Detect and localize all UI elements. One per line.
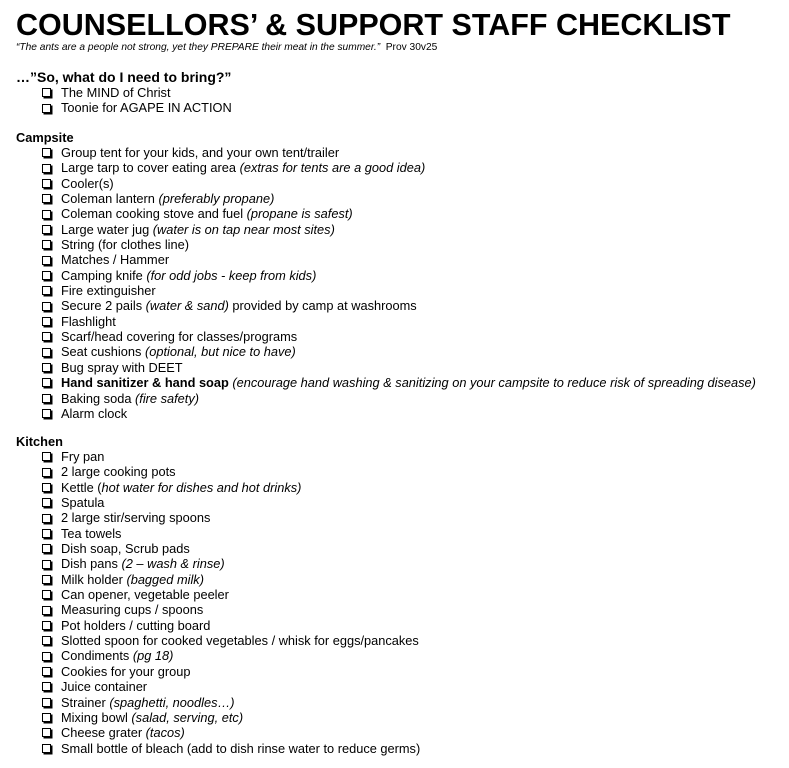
item-text: Cookies for your group bbox=[61, 663, 191, 679]
checkbox-icon[interactable] bbox=[42, 560, 51, 569]
intro-section bbox=[16, 69, 232, 116]
item-text: Toonie for AGAPE IN ACTION bbox=[61, 100, 232, 116]
item-text: String (for clothes line) bbox=[61, 237, 190, 253]
checklist-item bbox=[41, 298, 756, 313]
item-text: Cooler(s) bbox=[61, 175, 114, 191]
item-text: Dish pans bbox=[61, 556, 122, 572]
item-note: (spaghetti, noodles…) bbox=[109, 694, 235, 710]
checkbox-icon[interactable] bbox=[42, 256, 51, 265]
item-label bbox=[61, 510, 210, 525]
item-label bbox=[61, 298, 417, 313]
checklist-item bbox=[41, 391, 756, 406]
item-note: (bagged milk) bbox=[126, 571, 204, 587]
item-label bbox=[61, 344, 296, 359]
item-text: 2 large cooking pots bbox=[61, 464, 176, 480]
campsite-section bbox=[16, 130, 756, 421]
checkbox-icon[interactable] bbox=[42, 498, 51, 507]
item-text: Pot holders / cutting board bbox=[61, 617, 211, 633]
checkbox-icon[interactable] bbox=[42, 210, 51, 219]
item-label bbox=[61, 85, 171, 100]
quote-text: “The ants are a people not strong, yet they PREPARE their meat in the summer.” bbox=[16, 42, 381, 53]
checkbox-icon[interactable] bbox=[42, 286, 51, 295]
checkbox-icon[interactable] bbox=[42, 88, 51, 97]
checklist-item bbox=[41, 695, 420, 710]
item-label bbox=[61, 464, 176, 479]
item-label bbox=[61, 206, 353, 221]
checkbox-icon[interactable] bbox=[42, 104, 51, 113]
item-text: Scarf/head covering for classes/programs bbox=[61, 329, 298, 345]
item-note: (optional, but nice to have) bbox=[144, 344, 296, 360]
item-label bbox=[61, 679, 147, 694]
checkbox-icon[interactable] bbox=[42, 332, 51, 341]
checkbox-icon[interactable] bbox=[42, 302, 51, 311]
checkbox-icon[interactable] bbox=[42, 409, 51, 418]
checkbox-icon[interactable] bbox=[42, 713, 51, 722]
item-note: (salad, serving, etc) bbox=[131, 709, 244, 725]
item-note: (for odd jobs - keep from kids) bbox=[146, 267, 317, 283]
item-label bbox=[61, 375, 756, 390]
item-note: (extras for tents are a good idea) bbox=[239, 160, 426, 176]
item-label bbox=[61, 314, 116, 329]
checklist-item bbox=[41, 406, 756, 421]
checklist-item bbox=[41, 710, 420, 725]
item-text: Large tarp to cover eating area bbox=[61, 160, 240, 176]
item-note: (water is on tap near most sites) bbox=[152, 221, 335, 237]
checkbox-icon[interactable] bbox=[42, 667, 51, 676]
checklist-item bbox=[41, 664, 420, 679]
checkbox-icon[interactable] bbox=[42, 590, 51, 599]
item-text: Spatula bbox=[61, 495, 105, 511]
checkbox-icon[interactable] bbox=[42, 698, 51, 707]
item-note: (encourage hand washing & sanitizing on your campsite to reduce risk of spreading disease) bbox=[232, 375, 756, 391]
checklist-item bbox=[41, 160, 756, 175]
item-label bbox=[61, 633, 419, 648]
checklist-item bbox=[41, 587, 420, 602]
quote-reference: Prov 30v25 bbox=[385, 42, 438, 53]
checklist-item bbox=[41, 633, 420, 648]
page-title: COUNSELLORS’ & SUPPORT STAFF CHECKLIST bbox=[16, 8, 731, 42]
item-text: Mixing bowl bbox=[61, 709, 132, 725]
item-after: provided by camp at washrooms bbox=[228, 298, 417, 314]
checklist-item bbox=[41, 344, 756, 359]
checklist-item bbox=[41, 252, 756, 267]
checklist-item bbox=[41, 145, 756, 160]
item-note: (water & sand) bbox=[145, 298, 229, 314]
item-label bbox=[61, 268, 316, 283]
item-text: Milk holder bbox=[61, 571, 127, 587]
checkbox-icon[interactable] bbox=[42, 225, 51, 234]
item-label bbox=[61, 283, 156, 298]
checkbox-icon[interactable] bbox=[42, 240, 51, 249]
item-label bbox=[61, 602, 203, 617]
checkbox-icon[interactable] bbox=[42, 636, 51, 645]
item-text: Camping knife bbox=[61, 267, 147, 283]
checklist-item bbox=[41, 375, 756, 390]
checklist-item bbox=[41, 526, 420, 541]
checklist-item bbox=[41, 85, 232, 100]
item-note: (preferably propane) bbox=[158, 191, 275, 207]
item-label bbox=[61, 710, 243, 725]
checklist-item bbox=[41, 464, 420, 479]
checklist-item bbox=[41, 480, 420, 495]
item-label bbox=[61, 406, 127, 421]
item-text: Cheese grater bbox=[61, 725, 146, 741]
intro-heading: …”So, what do I need to bring?” bbox=[16, 69, 232, 85]
item-label bbox=[61, 252, 169, 267]
item-note: (tacos) bbox=[145, 725, 185, 741]
checklist-item bbox=[41, 602, 420, 617]
checkbox-icon[interactable] bbox=[42, 317, 51, 326]
checkbox-icon[interactable] bbox=[42, 606, 51, 615]
checkbox-icon[interactable] bbox=[42, 728, 51, 737]
item-text: Bug spray with DEET bbox=[61, 359, 183, 375]
campsite-heading: Campsite bbox=[16, 130, 74, 145]
checklist-item bbox=[41, 741, 420, 756]
checklist-item bbox=[41, 176, 756, 191]
item-label bbox=[61, 648, 173, 663]
checkbox-icon[interactable] bbox=[42, 363, 51, 372]
item-label bbox=[61, 695, 235, 710]
item-label bbox=[61, 572, 204, 587]
item-label bbox=[61, 237, 189, 252]
checklist-item bbox=[41, 572, 420, 587]
checklist-item bbox=[41, 618, 420, 633]
campsite-list bbox=[16, 145, 756, 421]
scripture-quote bbox=[16, 41, 437, 54]
item-label bbox=[61, 100, 232, 115]
checkbox-icon[interactable] bbox=[42, 452, 51, 461]
checklist-item bbox=[41, 100, 232, 115]
item-note: (2 – wash & rinse) bbox=[121, 556, 225, 572]
item-text: Coleman cooking stove and fuel bbox=[61, 206, 247, 222]
item-bold: Hand sanitizer & hand soap bbox=[61, 375, 229, 391]
item-label bbox=[61, 391, 199, 406]
item-text: Can opener, vegetable peeler bbox=[61, 587, 229, 603]
item-text: 2 large stir/serving spoons bbox=[61, 510, 211, 526]
item-label bbox=[61, 541, 190, 556]
checklist-item bbox=[41, 222, 756, 237]
item-text: Strainer bbox=[61, 694, 110, 710]
checklist-item bbox=[41, 449, 420, 464]
item-text: The MIND of Christ bbox=[61, 85, 171, 100]
checklist-item bbox=[41, 329, 756, 344]
checkbox-icon[interactable] bbox=[42, 514, 51, 523]
item-label bbox=[61, 160, 425, 175]
item-label bbox=[61, 145, 339, 160]
item-label bbox=[61, 495, 104, 510]
checklist-item bbox=[41, 541, 420, 556]
item-label bbox=[61, 329, 297, 344]
item-label bbox=[61, 526, 121, 541]
checkbox-icon[interactable] bbox=[42, 544, 51, 553]
item-text: Seat cushions bbox=[61, 344, 145, 360]
item-text: Matches / Hammer bbox=[61, 252, 170, 268]
item-note: (pg 18) bbox=[132, 648, 174, 664]
item-label bbox=[61, 449, 104, 464]
item-label bbox=[61, 222, 335, 237]
checkbox-icon[interactable] bbox=[42, 682, 51, 691]
item-text: Flashlight bbox=[61, 313, 116, 329]
kitchen-section bbox=[16, 434, 420, 756]
item-note: (fire safety) bbox=[135, 390, 199, 406]
checklist-item bbox=[41, 556, 420, 571]
checklist-item bbox=[41, 495, 420, 510]
checklist-item bbox=[41, 191, 756, 206]
checkbox-icon[interactable] bbox=[42, 575, 51, 584]
item-note: (propane is safest) bbox=[246, 206, 353, 222]
item-label bbox=[61, 725, 185, 740]
item-text: Baking soda bbox=[61, 390, 135, 406]
checklist-item bbox=[41, 314, 756, 329]
item-text: Coleman lantern bbox=[61, 191, 159, 207]
item-label bbox=[61, 191, 274, 206]
checkbox-icon[interactable] bbox=[42, 652, 51, 661]
checklist-item bbox=[41, 510, 420, 525]
checkbox-icon[interactable] bbox=[42, 164, 51, 173]
item-text: Alarm clock bbox=[61, 405, 128, 421]
checkbox-icon[interactable] bbox=[42, 348, 51, 357]
item-text: Condiments bbox=[61, 648, 133, 664]
checkbox-icon[interactable] bbox=[42, 179, 51, 188]
checklist-item bbox=[41, 283, 756, 298]
item-text: Large water jug bbox=[61, 221, 153, 237]
item-text: Fire extinguisher bbox=[61, 283, 156, 299]
item-label bbox=[61, 664, 190, 679]
checklist-item bbox=[41, 679, 420, 694]
item-label bbox=[61, 556, 225, 571]
item-text: Secure 2 pails bbox=[61, 298, 146, 314]
checkbox-icon[interactable] bbox=[42, 194, 51, 203]
checkbox-icon[interactable] bbox=[42, 148, 51, 157]
item-text: Dish soap, Scrub pads bbox=[61, 541, 190, 557]
item-label bbox=[61, 587, 229, 602]
checkbox-icon[interactable] bbox=[42, 271, 51, 280]
item-text: Juice container bbox=[61, 679, 148, 695]
item-label bbox=[61, 360, 183, 375]
checkbox-icon[interactable] bbox=[42, 468, 51, 477]
kitchen-heading: Kitchen bbox=[16, 434, 63, 449]
item-text: Fry pan bbox=[61, 449, 105, 464]
item-label bbox=[61, 176, 114, 191]
item-text: Small bottle of bleach (add to dish rinse water to reduce germs) bbox=[61, 740, 421, 756]
checkbox-icon[interactable] bbox=[42, 483, 51, 492]
item-text: Group tent for your kids, and your own tent/trailer bbox=[61, 145, 340, 160]
item-text: Kettle ( bbox=[61, 479, 102, 495]
item-label bbox=[61, 618, 210, 633]
checkbox-icon[interactable] bbox=[42, 621, 51, 630]
checklist-item bbox=[41, 206, 756, 221]
checkbox-icon[interactable] bbox=[42, 529, 51, 538]
checklist-item bbox=[41, 648, 420, 663]
item-text: Tea towels bbox=[61, 525, 122, 541]
item-label bbox=[61, 480, 301, 495]
item-text: Measuring cups / spoons bbox=[61, 602, 204, 618]
item-text: Slotted spoon for cooked vegetables / whisk for eggs/pancakes bbox=[61, 633, 419, 649]
checklist-item bbox=[41, 725, 420, 740]
checklist-item bbox=[41, 268, 756, 283]
checkbox-icon[interactable] bbox=[42, 744, 51, 753]
checklist-item bbox=[41, 360, 756, 375]
kitchen-list bbox=[16, 449, 420, 756]
item-label bbox=[61, 741, 420, 756]
checkbox-icon[interactable] bbox=[42, 394, 51, 403]
intro-list bbox=[16, 85, 232, 116]
item-note: hot water for dishes and hot drinks) bbox=[101, 479, 302, 495]
checklist-item bbox=[41, 237, 756, 252]
checkbox-icon[interactable] bbox=[42, 378, 51, 387]
